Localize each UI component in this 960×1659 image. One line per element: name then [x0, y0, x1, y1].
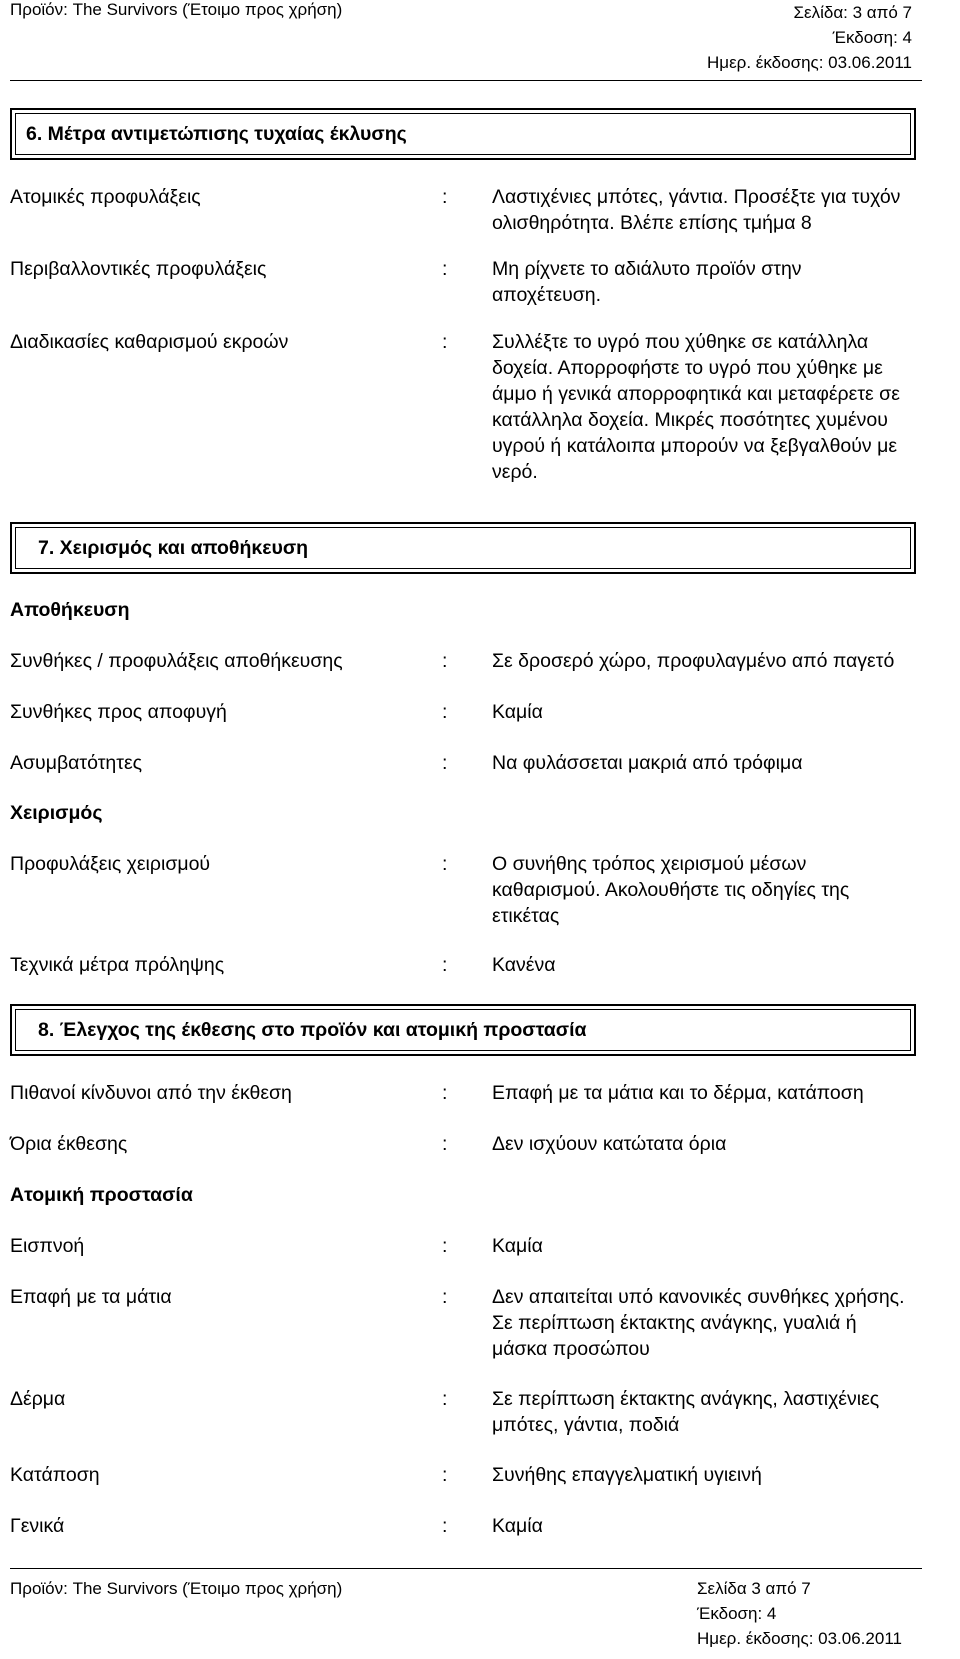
- footer-date: Ημερ. έκδοσης: 03.06.2011: [697, 1629, 902, 1648]
- ppe-heading: Ατομική προστασία: [10, 1184, 193, 1206]
- row-label: Επαφή με τα μάτια: [10, 1286, 172, 1308]
- row-separator: :: [442, 258, 448, 280]
- section-6-title-box: [10, 108, 916, 160]
- row-value: Επαφή με τα μάτια και το δέρμα, κατάποση: [492, 1082, 864, 1104]
- row-value: Συνήθης επαγγελματική υγιεινή: [492, 1464, 762, 1486]
- row-value: Καμία: [492, 1515, 543, 1537]
- row-label: Ασυμβατότητες: [10, 752, 143, 774]
- row-separator: :: [442, 1082, 448, 1104]
- row-separator: :: [442, 1286, 448, 1308]
- row-label: Περιβαλλοντικές προφυλάξεις: [10, 258, 267, 280]
- footer-product: Προϊόν: The Survivors (Έτοιμο προς χρήση): [10, 1579, 343, 1598]
- row-separator: :: [442, 954, 448, 976]
- row-separator: :: [442, 1133, 448, 1155]
- header-rule: [10, 80, 922, 81]
- row-separator: :: [442, 1235, 448, 1257]
- row-separator: :: [442, 853, 448, 875]
- row-label: Συνθήκες / προφυλάξεις αποθήκευσης: [10, 650, 343, 672]
- footer-page: Σελίδα 3 από 7: [697, 1579, 811, 1598]
- row-label: Δέρμα: [10, 1388, 66, 1410]
- row-separator: :: [442, 1388, 448, 1410]
- row-separator: :: [442, 186, 448, 208]
- row-label: Διαδικασίες καθαρισμού εκροών: [10, 331, 289, 353]
- row-label: Ατομικές προφυλάξεις: [10, 186, 201, 208]
- footer-edition: Έκδοση: 4: [697, 1604, 777, 1623]
- footer-rule: [10, 1568, 922, 1569]
- section-8-title: 8. Έλεγχος της έκθεσης στο προϊόν και ατομική προστασία: [38, 1019, 587, 1041]
- footer-meta: [697, 1576, 902, 1651]
- handling-heading: Χειρισμός: [10, 802, 103, 824]
- row-label: Πιθανοί κίνδυνοι από την έκθεση: [10, 1082, 292, 1104]
- row-label: Κατάποση: [10, 1464, 100, 1486]
- row-separator: :: [442, 752, 448, 774]
- row-value: Λαστιχένιες μπότες, γάντια. Προσέξτε για τυχόν ολισθηρότητα. Βλέπε επίσης τμήμα 8: [492, 186, 901, 234]
- section-7-title: 7. Χειρισμός και αποθήκευση: [38, 537, 309, 559]
- row-value: Κανένα: [492, 954, 556, 976]
- row-value: Σε περίπτωση έκτακτης ανάγκης, λαστιχένιες μπότες, γάντια, ποδιά: [492, 1388, 880, 1436]
- storage-heading: Αποθήκευση: [10, 599, 130, 621]
- row-label: Προφυλάξεις χειρισμού: [10, 853, 211, 875]
- row-value: Σε δροσερό χώρο, προφυλαγμένο από παγετό: [492, 650, 895, 672]
- row-separator: :: [442, 1515, 448, 1537]
- row-value: Καμία: [492, 701, 543, 723]
- header-product: Προϊόν: The Survivors (Έτοιμο προς χρήση): [10, 0, 343, 19]
- row-separator: :: [442, 331, 448, 353]
- row-label: Συνθήκες προς αποφυγή: [10, 701, 227, 723]
- row-separator: :: [442, 1464, 448, 1486]
- row-value: Ο συνήθης τρόπος χειρισμού μέσων καθαρισμού. Ακολουθήστε τις οδηγίες της ετικέτας: [492, 853, 850, 927]
- row-separator: :: [442, 650, 448, 672]
- row-value: Μη ρίχνετε το αδιάλυτο προϊόν στην αποχέτευση.: [492, 258, 802, 306]
- row-value: Δεν απαιτείται υπό κανονικές συνθήκες χρήσης. Σε περίπτωση έκτακτης ανάγκης, γυαλιά ή μάσκα προσώπου: [492, 1286, 905, 1360]
- row-label: Όρια έκθεσης: [10, 1133, 128, 1155]
- section-8-title-box: [10, 1004, 916, 1056]
- header-edition: Έκδοση: 4: [832, 28, 912, 47]
- row-label: Εισπνοή: [10, 1235, 85, 1257]
- row-value: Συλλέξτε το υγρό που χύθηκε σε κατάλληλα δοχεία. Απορροφήστε το υγρό που χύθηκε με άμμο ή γενικά απορροφητικά και μεταφέρετε σε κατάλληλα δοχεία. Μικρές ποσότητες χυμένου υγρού ή κατάλοιπα μπορούν να ξεβγαλθούν με νερό.: [492, 331, 900, 483]
- row-separator: :: [442, 701, 448, 723]
- row-label: Γενικά: [10, 1515, 65, 1537]
- row-value: Να φυλάσσεται μακριά από τρόφιμα: [492, 752, 803, 774]
- section-7-title-box: [10, 522, 916, 574]
- header-meta: [707, 0, 912, 75]
- header-page: Σελίδα: 3 από 7: [793, 3, 912, 22]
- section-6-title: 6. Μέτρα αντιμετώπισης τυχαίας έκλυσης: [26, 123, 407, 145]
- row-value: Δεν ισχύουν κατώτατα όρια: [492, 1133, 727, 1155]
- row-value: Καμία: [492, 1235, 543, 1257]
- header-date: Ημερ. έκδοσης: 03.06.2011: [707, 53, 912, 72]
- row-label: Τεχνικά μέτρα πρόληψης: [10, 954, 225, 976]
